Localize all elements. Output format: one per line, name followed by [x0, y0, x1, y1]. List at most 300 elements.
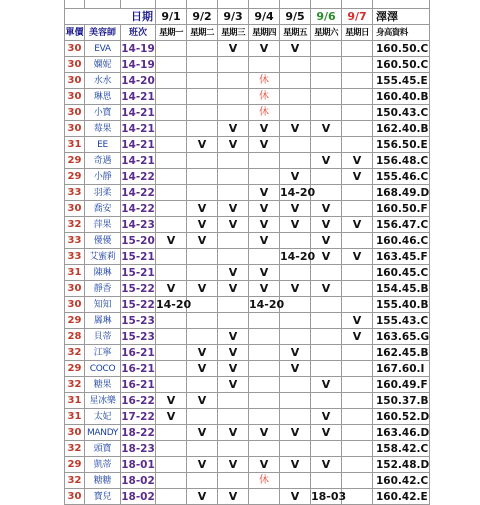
stylist-name: 莓果 [85, 121, 121, 137]
date-cell: 9/6 [311, 9, 342, 25]
size-top-label: 澤澤 [373, 9, 430, 25]
size-cell: 160.42.E [373, 489, 430, 505]
size-cell: 160.40.B [373, 89, 430, 105]
day-cell: V [280, 217, 311, 233]
day-cell [280, 233, 311, 249]
shift-cell: 18-23 [121, 442, 155, 455]
price-cell: 30 [65, 297, 85, 313]
day-cell: V [249, 137, 280, 153]
day-cell: V [218, 345, 249, 361]
day-cell: V [342, 169, 373, 185]
weekday-cell: 星期一 [156, 25, 187, 41]
day-cell [187, 185, 218, 201]
table-row [65, 185, 430, 201]
day-cell [311, 137, 342, 153]
price-cell: 30 [65, 281, 85, 297]
day-cell [342, 409, 373, 425]
day-cell [311, 297, 342, 313]
day-cell [156, 121, 187, 137]
day-cell: V [218, 265, 249, 281]
day-cell [187, 329, 218, 345]
stylist-name: 糖果 [85, 377, 121, 393]
day-cell [342, 345, 373, 361]
size-cell: 150.43.C [373, 105, 430, 121]
table-row [65, 89, 430, 105]
day-cell [218, 89, 249, 105]
price-cell: 30 [65, 89, 85, 105]
day-cell: V [280, 457, 311, 473]
day-cell [187, 409, 218, 425]
price-cell: 31 [65, 409, 85, 425]
shift-cell: 16-21 [121, 346, 155, 359]
day-cell [156, 41, 187, 57]
day-cell: V [156, 233, 187, 249]
day-cell [280, 297, 311, 313]
day-cell [311, 105, 342, 121]
day-cell [187, 153, 218, 169]
day-cell [311, 169, 342, 185]
day-cell [156, 89, 187, 105]
table-row [65, 313, 430, 329]
name-label: 美容師 [85, 25, 121, 41]
day-cell: V [187, 233, 218, 249]
day-cell: V [280, 169, 311, 185]
day-cell [311, 473, 342, 489]
day-cell: V [280, 41, 311, 57]
day-cell: 14-20 [156, 297, 192, 311]
stylist-name: 凱蒂 [85, 457, 121, 473]
price-cell: 29 [65, 169, 85, 185]
stylist-name: 靜香 [85, 281, 121, 297]
day-cell: 休 [249, 73, 280, 89]
day-cell: V [218, 489, 249, 505]
stylist-name: 貝蒂 [85, 329, 121, 345]
day-cell [187, 265, 218, 281]
day-cell: 14-20 [280, 249, 316, 263]
day-cell: V [218, 217, 249, 233]
day-cell [156, 425, 187, 441]
day-cell [249, 409, 280, 425]
day-cell [311, 313, 342, 329]
table-row [65, 377, 430, 393]
shift-cell: 14-19 [121, 58, 155, 71]
table-row [65, 409, 430, 425]
price-cell: 30 [65, 201, 85, 217]
stylist-name: 江寧 [85, 345, 121, 361]
day-cell: V [311, 249, 342, 265]
size-cell: 160.49.F [373, 377, 430, 393]
stylist-name: MANDY [85, 425, 121, 441]
day-cell [156, 73, 187, 89]
day-cell [311, 41, 342, 57]
day-cell [311, 361, 342, 377]
day-cell [342, 297, 373, 313]
shift-cell: 14-22 [121, 170, 155, 183]
day-cell [280, 73, 311, 89]
day-cell [187, 473, 218, 489]
weekday-cell: 星期日 [342, 25, 373, 41]
day-cell [249, 313, 280, 329]
price-cell: 30 [65, 73, 85, 89]
day-cell: V [187, 281, 218, 297]
stylist-name: 糖糖 [85, 473, 121, 489]
day-cell [342, 73, 373, 89]
table-row [65, 361, 430, 377]
day-cell [249, 489, 280, 505]
day-cell [187, 57, 218, 73]
shift-cell: 16-21 [121, 362, 155, 375]
day-cell [187, 249, 218, 265]
day-cell: 休 [249, 105, 280, 121]
day-cell [342, 41, 373, 57]
stylist-name: 嫻妮 [85, 57, 121, 73]
date-cell: 9/1 [156, 9, 187, 25]
day-cell: V [280, 345, 311, 361]
shift-cell: 18-22 [121, 426, 155, 439]
table-row [65, 57, 430, 73]
price-cell: 32 [65, 217, 85, 233]
day-cell [280, 105, 311, 121]
day-cell [249, 249, 280, 265]
day-cell [311, 393, 342, 409]
stylist-name: 星冰樂 [85, 393, 121, 409]
day-cell [249, 169, 280, 185]
day-cell [311, 441, 342, 457]
day-cell [249, 441, 280, 457]
day-cell: V [187, 345, 218, 361]
top-cap-row [65, 0, 430, 9]
day-cell [156, 345, 187, 361]
day-cell [280, 137, 311, 153]
weekday-cell: 星期四 [249, 25, 280, 41]
day-cell [156, 265, 187, 281]
size-cell: 163.46.D [373, 425, 430, 441]
day-cell [342, 457, 373, 473]
shift-cell: 15-22 [121, 298, 155, 311]
day-cell [156, 313, 187, 329]
price-label: 單價 [65, 25, 85, 41]
size-cell: 160.42.C [373, 473, 430, 489]
day-cell [249, 329, 280, 345]
day-cell: V [249, 41, 280, 57]
price-cell: 33 [65, 185, 85, 201]
price-cell: 33 [65, 249, 85, 265]
stylist-name: 琳恩 [85, 89, 121, 105]
day-cell: V [249, 265, 280, 281]
day-cell [156, 201, 187, 217]
day-cell [156, 361, 187, 377]
table-row [65, 73, 430, 89]
day-cell [280, 57, 311, 73]
day-cell [280, 393, 311, 409]
day-cell: V [311, 233, 342, 249]
date-header-row [65, 9, 430, 25]
day-cell [249, 377, 280, 393]
day-cell: V [280, 361, 311, 377]
day-cell: V [249, 457, 280, 473]
day-cell [311, 329, 342, 345]
size-cell: 162.45.B [373, 345, 430, 361]
stylist-name: 頭寶 [85, 441, 121, 457]
day-cell [342, 281, 373, 297]
stylist-name: EE [85, 137, 121, 153]
day-cell [187, 441, 218, 457]
size-cell: 150.37.B [373, 393, 430, 409]
day-cell [156, 249, 187, 265]
day-cell [218, 393, 249, 409]
day-cell [342, 489, 373, 505]
shift-cell: 15-23 [121, 330, 155, 343]
table-row [65, 473, 430, 489]
day-cell: 休 [249, 89, 280, 105]
stylist-name: 太妃 [85, 409, 121, 425]
stylist-name: 喬安 [85, 201, 121, 217]
size-cell: 163.45.F [373, 249, 430, 265]
price-cell: 29 [65, 361, 85, 377]
stylist-name: 羽柔 [85, 185, 121, 201]
day-cell [187, 297, 218, 313]
day-cell [156, 185, 187, 201]
day-cell [280, 89, 311, 105]
shift-cell: 14-22 [121, 186, 155, 199]
size-cell: 155.40.B [373, 297, 430, 313]
size-cell: 156.48.C [373, 153, 430, 169]
day-cell: V [187, 217, 218, 233]
day-cell [342, 201, 373, 217]
date-cell: 9/2 [187, 9, 218, 25]
day-cell [280, 265, 311, 281]
price-cell: 29 [65, 457, 85, 473]
price-cell: 30 [65, 121, 85, 137]
day-cell [280, 441, 311, 457]
day-cell [156, 169, 187, 185]
shift-cell: 14-21 [121, 90, 155, 103]
size-cell: 168.49.D [373, 185, 430, 201]
size-cell: 162.40.B [373, 121, 430, 137]
day-cell [156, 441, 187, 457]
day-cell: V [187, 361, 218, 377]
shift-cell: 16-22 [121, 394, 155, 407]
day-cell [187, 89, 218, 105]
day-cell [187, 121, 218, 137]
day-cell: V [311, 121, 342, 137]
size-cell: 160.50.C [373, 41, 430, 57]
size-cell: 158.42.C [373, 441, 430, 457]
day-cell [187, 105, 218, 121]
day-cell [218, 153, 249, 169]
day-cell [342, 233, 373, 249]
day-cell [280, 377, 311, 393]
shift-cell: 15-22 [121, 282, 155, 295]
stylist-name: 優優 [85, 233, 121, 249]
day-cell [342, 89, 373, 105]
weekday-header-row [65, 25, 430, 41]
day-cell: V [218, 121, 249, 137]
day-cell: V [280, 121, 311, 137]
day-cell: 14-20 [249, 297, 285, 311]
table-row [65, 265, 430, 281]
day-cell: V [280, 201, 311, 217]
day-cell [156, 105, 187, 121]
stylist-name: 小寶 [85, 105, 121, 121]
table-row [65, 105, 430, 121]
size-cell: 160.50.C [373, 57, 430, 73]
day-cell: V [311, 425, 342, 441]
day-cell [156, 377, 187, 393]
shift-cell: 16-21 [121, 378, 155, 391]
shift-cell: 17-22 [121, 410, 155, 423]
price-cell: 29 [65, 313, 85, 329]
date-cell: 9/5 [280, 9, 311, 25]
day-cell [342, 137, 373, 153]
day-cell: V [280, 281, 311, 297]
day-cell [156, 153, 187, 169]
shift-cell: 15-21 [121, 266, 155, 279]
size-cell: 160.50.F [373, 201, 430, 217]
day-cell: 14-20 [280, 185, 316, 199]
day-cell: V [311, 377, 342, 393]
stylist-name: 艾蜜莉 [85, 249, 121, 265]
day-cell [280, 313, 311, 329]
day-cell: V [249, 281, 280, 297]
price-cell: 33 [65, 233, 85, 249]
day-cell: V [311, 217, 342, 233]
day-cell [342, 441, 373, 457]
stylist-name: 羼琳 [85, 313, 121, 329]
day-cell: 18-03 [311, 489, 347, 503]
shift-cell: 14-21 [121, 122, 155, 135]
day-cell: V [342, 153, 373, 169]
size-cell: 155.43.C [373, 313, 430, 329]
day-cell [187, 377, 218, 393]
day-cell [156, 137, 187, 153]
shift-cell: 18-01 [121, 458, 155, 471]
price-cell: 28 [65, 329, 85, 345]
shift-cell: 14-21 [121, 154, 155, 167]
day-cell [218, 169, 249, 185]
day-cell [218, 73, 249, 89]
weekday-cell: 星期六 [311, 25, 342, 41]
price-cell: 32 [65, 473, 85, 489]
day-cell [218, 313, 249, 329]
stylist-name: 小靜 [85, 169, 121, 185]
size-cell: 156.47.C [373, 217, 430, 233]
day-cell: V [218, 457, 249, 473]
date-label: 日期 [65, 9, 156, 25]
day-cell [311, 89, 342, 105]
stylist-name: 水水 [85, 73, 121, 89]
size-cell: 156.50.E [373, 137, 430, 153]
day-cell [156, 489, 187, 505]
day-cell [218, 249, 249, 265]
day-cell [249, 361, 280, 377]
shift-cell: 14-19 [121, 42, 155, 55]
day-cell: V [187, 393, 218, 409]
day-cell: V [156, 393, 187, 409]
table-row [65, 41, 430, 57]
day-cell [280, 409, 311, 425]
table-row [65, 441, 430, 457]
day-cell [187, 41, 218, 57]
day-cell [249, 57, 280, 73]
day-cell [218, 297, 249, 313]
day-cell [311, 345, 342, 361]
table-row [65, 393, 430, 409]
shift-cell: 15-21 [121, 250, 155, 263]
date-cell: 9/3 [218, 9, 249, 25]
size-cell: 167.60.I [373, 361, 430, 377]
stylist-name: EVA [85, 41, 121, 57]
table-row [65, 297, 430, 313]
day-cell: V [218, 201, 249, 217]
day-cell [280, 473, 311, 489]
size-cell: 163.65.G [373, 329, 430, 345]
schedule-table [64, 0, 430, 505]
day-cell [249, 393, 280, 409]
date-cell: 9/4 [249, 9, 280, 25]
day-cell: V [218, 41, 249, 57]
price-cell: 30 [65, 425, 85, 441]
day-cell [342, 425, 373, 441]
day-cell [342, 185, 373, 201]
day-cell [342, 57, 373, 73]
day-cell: V [249, 217, 280, 233]
table-row [65, 489, 430, 505]
price-cell: 30 [65, 57, 85, 73]
size-cell: 154.45.B [373, 281, 430, 297]
price-cell: 31 [65, 393, 85, 409]
day-cell [342, 393, 373, 409]
day-cell [311, 73, 342, 89]
table-row [65, 121, 430, 137]
day-cell: V [311, 409, 342, 425]
weekday-cell: 星期二 [187, 25, 218, 41]
day-cell: V [311, 201, 342, 217]
day-cell: V [156, 409, 187, 425]
table-row [65, 217, 430, 233]
day-cell [280, 153, 311, 169]
day-cell [280, 329, 311, 345]
day-cell: V [280, 425, 311, 441]
day-cell: V [187, 489, 218, 505]
day-cell [342, 105, 373, 121]
stylist-name: 陳琳 [85, 265, 121, 281]
day-cell [249, 153, 280, 169]
table-row [65, 233, 430, 249]
table-row [65, 425, 430, 441]
day-cell: V [218, 329, 249, 345]
price-cell: 31 [65, 265, 85, 281]
day-cell [342, 121, 373, 137]
price-cell: 32 [65, 345, 85, 361]
day-cell: V [249, 185, 280, 201]
table-row [65, 249, 430, 265]
shift-cell: 14-21 [121, 138, 155, 151]
day-cell [342, 361, 373, 377]
day-cell [218, 441, 249, 457]
day-cell [311, 265, 342, 281]
table-row [65, 169, 430, 185]
day-cell: V [342, 249, 373, 265]
shift-cell: 14-23 [121, 218, 155, 231]
day-cell [311, 185, 342, 201]
day-cell: V [187, 137, 218, 153]
stylist-name: 萍果 [85, 217, 121, 233]
weekday-cell: 星期五 [280, 25, 311, 41]
day-cell: V [218, 137, 249, 153]
schedule-sheet [64, 0, 430, 503]
shift-cell: 14-22 [121, 202, 155, 215]
